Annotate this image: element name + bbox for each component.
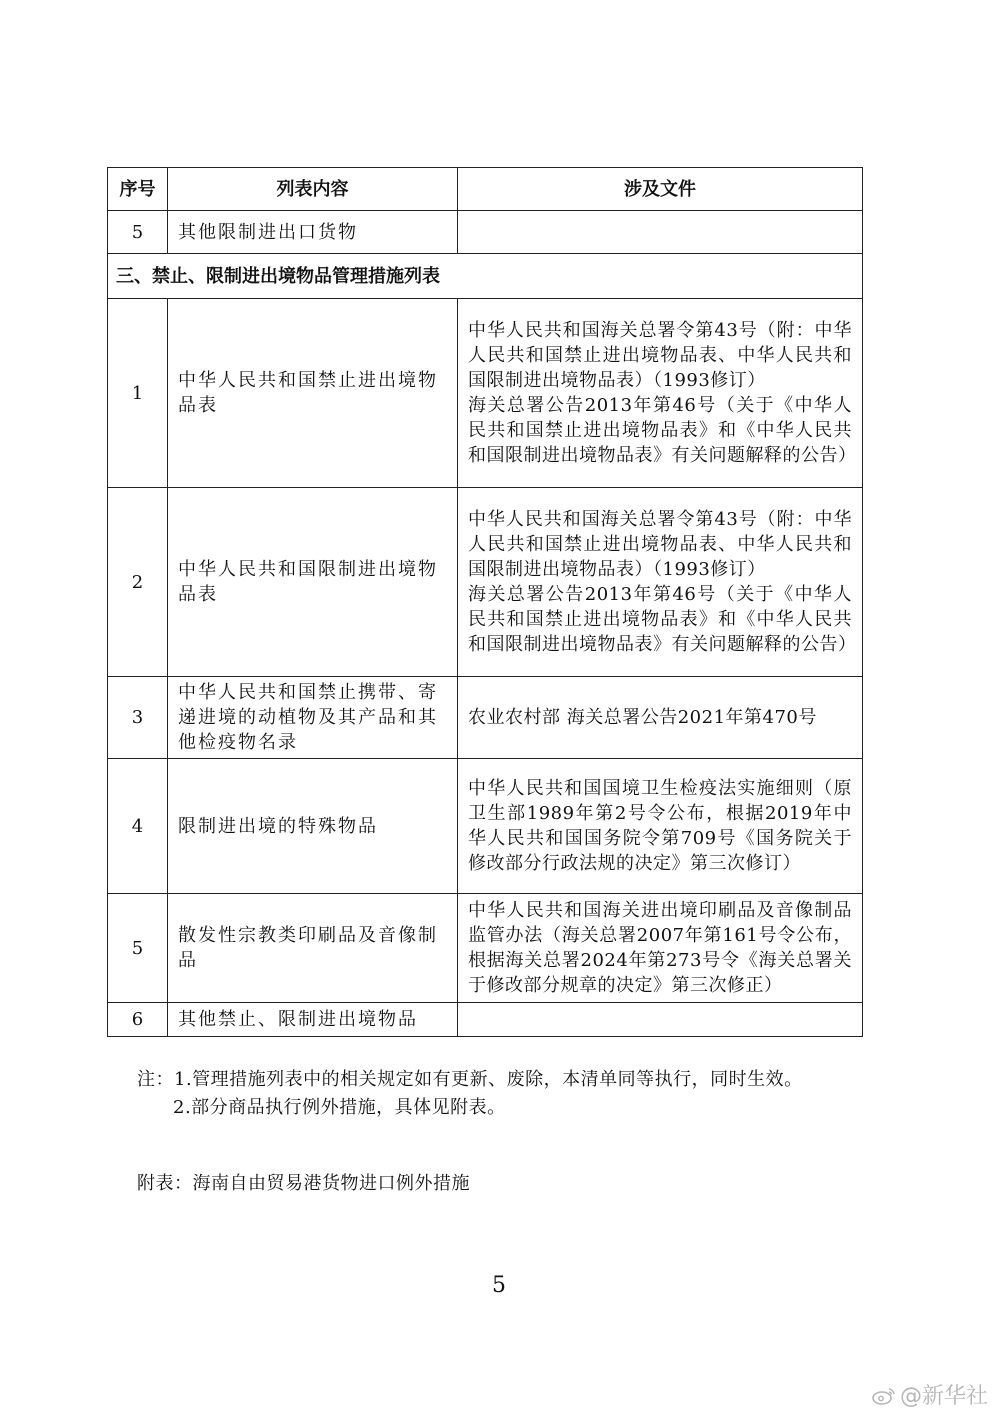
row-docs [458, 488, 863, 677]
doc-entry: 中华人民共和国海关总署令第43号（附：中华人民共和国禁止进出境物品表、中华人民共和国限制进出境物品表）（1993修订） [468, 509, 852, 580]
note-label: 注： [137, 1069, 174, 1090]
doc-entry: 中华人民共和国海关总署令第43号（附：中华人民共和国禁止进出境物品表、中华人民共和国限制进出境物品表）（1993修订） [468, 320, 852, 391]
table-row [108, 299, 863, 488]
section-title: 三、禁止、限制进出境物品管理措施列表 [108, 254, 863, 299]
table-row [108, 211, 863, 254]
table-row [108, 488, 863, 677]
row-content: 中华人民共和国禁止携带、寄递进境的动植物及其产品和其他检疫物名录 [168, 677, 458, 759]
note-line-1 [137, 1065, 803, 1091]
header-docs: 涉及文件 [458, 168, 863, 211]
note-line-2 [173, 1093, 506, 1119]
row-docs [458, 677, 863, 759]
table-header-row [108, 168, 863, 211]
row-num: 4 [108, 759, 168, 894]
row-content: 限制进出境的特殊物品 [168, 759, 458, 894]
row-num: 2 [108, 488, 168, 677]
table-row [108, 894, 863, 1003]
row-num: 3 [108, 677, 168, 759]
doc-entry: 海关总署公告2013年第46号（关于《中华人民共和国禁止进出境物品表》和《中华人民共和国限制进出境物品表》有关问题解释的公告） [468, 584, 857, 655]
row-content: 其他禁止、限制进出境物品 [168, 1003, 458, 1037]
weibo-icon [872, 1386, 896, 1404]
section-row [108, 254, 863, 299]
row-content: 中华人民共和国禁止进出境物品表 [168, 299, 458, 488]
table-row [108, 759, 863, 894]
row-docs [458, 211, 863, 254]
note-item: 2.部分商品执行例外措施，具体见附表。 [173, 1097, 506, 1118]
row-num: 5 [108, 894, 168, 1003]
note-item: 1.管理措施列表中的相关规定如有更新、废除，本清单同等执行，同时生效。 [174, 1069, 803, 1090]
doc-entry: 中华人民共和国海关进出境印刷品及音像制品监管办法（海关总署2007年第161号令公布，根据海关总署2024年第273号令《海关总署关于修改部分规章的决定》第三次修正） [468, 900, 852, 996]
row-docs [458, 894, 863, 1003]
row-content: 中华人民共和国限制进出境物品表 [168, 488, 458, 677]
page-number: 5 [492, 1273, 507, 1298]
row-docs [458, 299, 863, 488]
table-row [108, 677, 863, 759]
doc-entry: 农业农村部 海关总署公告2021年第470号 [468, 707, 817, 728]
header-seq: 序号 [108, 168, 168, 211]
doc-entry: 中华人民共和国国境卫生检疫法实施细则（原卫生部1989年第2号令公布，根据2019年中华人民共和国国务院令第709号《国务院关于修改部分行政法规的决定》第三次修订） [468, 778, 852, 874]
measures-table [107, 167, 863, 1037]
table-row [108, 1003, 863, 1037]
row-docs [458, 1003, 863, 1037]
header-content: 列表内容 [168, 168, 458, 211]
row-num: 1 [108, 299, 168, 488]
attachment-line: 附表：海南自由贸易港货物进口例外措施 [137, 1173, 470, 1194]
watermark [872, 1379, 988, 1410]
row-docs [458, 759, 863, 894]
row-content: 散发性宗教类印刷品及音像制品 [168, 894, 458, 1003]
row-num: 5 [108, 211, 168, 254]
row-content: 其他限制进出口货物 [168, 211, 458, 254]
watermark-text: @新华社 [899, 1384, 988, 1409]
doc-entry: 海关总署公告2013年第46号（关于《中华人民共和国禁止进出境物品表》和《中华人民共和国限制进出境物品表》有关问题解释的公告） [468, 395, 857, 466]
row-num: 6 [108, 1003, 168, 1037]
